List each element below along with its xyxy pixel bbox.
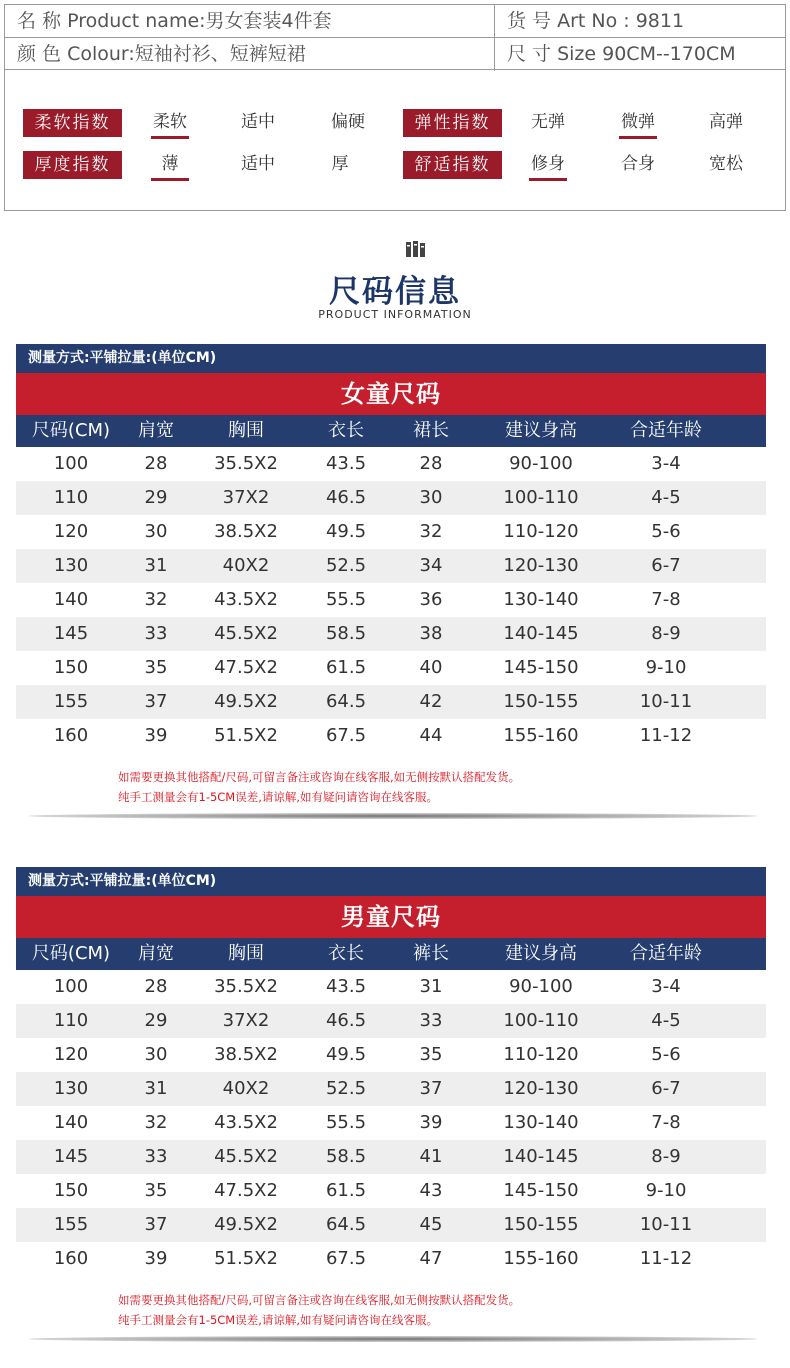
table-cell: 155 xyxy=(53,1214,89,1235)
table-row xyxy=(16,1140,766,1174)
table-cell: 140 xyxy=(53,1112,89,1133)
comfort-option-regular: 合身 xyxy=(621,154,655,174)
product-info-box xyxy=(4,4,786,70)
column-header: 裤长 xyxy=(413,943,449,964)
table-cell: 28 xyxy=(144,976,168,997)
elasticity-option-none: 无弹 xyxy=(531,112,565,132)
table-row xyxy=(16,970,766,1004)
table-cell: 110 xyxy=(53,1010,89,1031)
thickness-option-thin: 薄 xyxy=(145,149,195,181)
table-cell: 49.5X2 xyxy=(214,691,278,712)
table-cell: 8-9 xyxy=(651,1146,681,1167)
table-cell: 58.5 xyxy=(325,1146,367,1167)
thickness-index-label: 厚度指数 xyxy=(23,151,122,179)
table-cell: 51.5X2 xyxy=(214,1248,278,1269)
table-cell: 9-10 xyxy=(645,1180,687,1201)
table-cell: 47 xyxy=(419,1248,443,1269)
table-cell: 31 xyxy=(144,1078,168,1099)
table-cell: 8-9 xyxy=(651,623,681,644)
table-cell: 3-4 xyxy=(651,453,681,474)
table-cell: 33 xyxy=(419,1010,443,1031)
table-row xyxy=(16,1004,766,1038)
table-cell: 37 xyxy=(144,1214,168,1235)
elasticity-index-label: 弹性指数 xyxy=(403,109,502,137)
table-row xyxy=(16,1174,766,1208)
table-cell: 55.5 xyxy=(325,589,367,610)
table-row xyxy=(16,549,766,583)
table-cell: 100 xyxy=(53,976,89,997)
boys-size-table xyxy=(16,867,766,1330)
note-line: 纯手工测量会有1-5CM误差,请谅解,如有疑问请咨询在线客服。 xyxy=(118,790,439,804)
table-cell: 33 xyxy=(144,1146,168,1167)
table-cell: 155-160 xyxy=(503,1248,579,1269)
table-row xyxy=(16,447,766,481)
table-cell: 140 xyxy=(53,589,89,610)
table-cell: 61.5 xyxy=(325,657,367,678)
table-row xyxy=(16,481,766,515)
note-line: 如需要更换其他搭配/尺码,可留言备注或咨询在线客服,如无侧按默认搭配发货。 xyxy=(118,1293,521,1307)
table-row xyxy=(16,515,766,549)
table-cell: 61.5 xyxy=(325,1180,367,1201)
table-cell: 160 xyxy=(53,1248,89,1269)
table-cell: 45.5X2 xyxy=(214,1146,278,1167)
table-row xyxy=(16,1242,766,1276)
table-row xyxy=(16,617,766,651)
table-cell: 49.5X2 xyxy=(214,1214,278,1235)
product-size-range: 尺 寸 Size 90CM--170CM xyxy=(507,43,736,65)
table-cell: 30 xyxy=(419,487,443,508)
table-cell: 29 xyxy=(144,487,168,508)
table-cell: 10-11 xyxy=(639,691,693,712)
table-cell: 100-110 xyxy=(503,1010,579,1031)
page-subtitle: PRODUCT INFORMATION xyxy=(318,308,472,321)
table-cell: 28 xyxy=(419,453,443,474)
table-cell: 32 xyxy=(144,1112,168,1133)
table-cell: 31 xyxy=(144,555,168,576)
table-cell: 90-100 xyxy=(509,453,573,474)
table-cell: 40 xyxy=(419,657,443,678)
comfort-option-loose: 宽松 xyxy=(709,154,743,174)
thickness-option-thick: 厚 xyxy=(331,154,349,174)
table-cell: 36 xyxy=(419,589,443,610)
table-cell: 58.5 xyxy=(325,623,367,644)
table-cell: 35 xyxy=(144,1180,168,1201)
column-header: 合适年龄 xyxy=(630,420,702,441)
table-cell: 150 xyxy=(53,1180,89,1201)
table-cell: 35.5X2 xyxy=(214,453,278,474)
fabric-index-box xyxy=(4,70,786,211)
table-cell: 52.5 xyxy=(325,1078,367,1099)
table-cell: 43 xyxy=(419,1180,443,1201)
column-header: 建议身高 xyxy=(505,943,577,964)
table-cell: 45.5X2 xyxy=(214,623,278,644)
table-cell: 38.5X2 xyxy=(214,1044,278,1065)
softness-option-soft: 柔软 xyxy=(145,107,195,139)
size-notes xyxy=(118,1290,766,1330)
table-cell: 110-120 xyxy=(503,521,579,542)
column-header: 尺码(CM) xyxy=(31,420,111,441)
column-header: 肩宽 xyxy=(138,420,174,441)
table-title: 女童尺码 xyxy=(16,373,766,415)
table-cell: 51.5X2 xyxy=(214,725,278,746)
table-row xyxy=(16,1106,766,1140)
table-cell: 155-160 xyxy=(503,725,579,746)
table-cell: 47.5X2 xyxy=(214,1180,278,1201)
table-body xyxy=(16,970,766,1276)
table-cell: 39 xyxy=(419,1112,443,1133)
table-cell: 120 xyxy=(53,521,89,542)
table-cell: 42 xyxy=(419,691,443,712)
table-cell: 150 xyxy=(53,657,89,678)
table-cell: 160 xyxy=(53,725,89,746)
section-shadow xyxy=(28,813,758,819)
table-cell: 150-155 xyxy=(503,1214,579,1235)
product-name: 名 称 Product name:男女套装4件套 xyxy=(5,5,495,38)
table-cell: 52.5 xyxy=(325,555,367,576)
note-line: 如需要更换其他搭配/尺码,可留言备注或咨询在线客服,如无侧按默认搭配发货。 xyxy=(118,770,521,784)
table-cell: 145 xyxy=(53,623,89,644)
table-cell: 90-100 xyxy=(509,976,573,997)
table-cell: 31 xyxy=(419,976,443,997)
table-cell: 4-5 xyxy=(651,487,681,508)
table-cell: 37 xyxy=(419,1078,443,1099)
table-cell: 44 xyxy=(419,725,443,746)
table-row xyxy=(16,685,766,719)
table-cell: 11-12 xyxy=(639,725,693,746)
table-cell: 100 xyxy=(53,453,89,474)
index-row-2 xyxy=(5,149,785,181)
column-header: 肩宽 xyxy=(138,943,174,964)
table-cell: 145-150 xyxy=(503,1180,579,1201)
table-cell: 43.5X2 xyxy=(214,1112,278,1133)
elasticity-option-slight: 微弹 xyxy=(613,107,663,139)
table-row xyxy=(16,1038,766,1072)
softness-index-label: 柔软指数 xyxy=(23,109,122,137)
table-cell: 120-130 xyxy=(503,1078,579,1099)
table-cell: 6-7 xyxy=(651,555,681,576)
table-cell: 39 xyxy=(144,1248,168,1269)
table-cell: 39 xyxy=(144,725,168,746)
table-cell: 29 xyxy=(144,1010,168,1031)
table-cell: 43.5X2 xyxy=(214,589,278,610)
table-cell: 28 xyxy=(144,453,168,474)
table-cell: 10-11 xyxy=(639,1214,693,1235)
size-notes xyxy=(118,767,766,807)
comfort-index-label: 舒适指数 xyxy=(403,151,502,179)
product-info-row-2 xyxy=(5,38,785,71)
table-row xyxy=(16,651,766,685)
table-cell: 145-150 xyxy=(503,657,579,678)
table-cell: 30 xyxy=(144,521,168,542)
table-cell: 5-6 xyxy=(651,521,681,542)
table-row xyxy=(16,583,766,617)
table-row xyxy=(16,1072,766,1106)
girls-size-table xyxy=(16,344,766,807)
table-cell: 37X2 xyxy=(222,487,270,508)
column-header: 建议身高 xyxy=(505,420,577,441)
table-cell: 130-140 xyxy=(503,589,579,610)
table-cell: 35 xyxy=(144,657,168,678)
table-cell: 43.5 xyxy=(325,976,367,997)
table-cell: 49.5 xyxy=(325,521,367,542)
column-header: 衣长 xyxy=(328,943,364,964)
table-cell: 37 xyxy=(144,691,168,712)
table-cell: 150-155 xyxy=(503,691,579,712)
table-cell: 67.5 xyxy=(325,725,367,746)
table-cell: 130 xyxy=(53,555,89,576)
table-row xyxy=(16,719,766,753)
table-cell: 100-110 xyxy=(503,487,579,508)
note-line: 纯手工测量会有1-5CM误差,请谅解,如有疑问请咨询在线客服。 xyxy=(118,1313,439,1327)
comfort-option-slim: 修身 xyxy=(523,149,573,181)
table-cell: 3-4 xyxy=(651,976,681,997)
column-header: 胸围 xyxy=(228,420,264,441)
table-cell: 32 xyxy=(144,589,168,610)
table-cell: 110 xyxy=(53,487,89,508)
table-cell: 140-145 xyxy=(503,623,579,644)
measurement-method: 测量方式:平铺拉量:(单位CM) xyxy=(16,867,766,896)
table-cell: 45 xyxy=(419,1214,443,1235)
table-cell: 140-145 xyxy=(503,1146,579,1167)
section-shadow xyxy=(28,1336,758,1342)
table-cell: 7-8 xyxy=(651,589,681,610)
table-cell: 37X2 xyxy=(222,1010,270,1031)
column-header: 衣长 xyxy=(328,420,364,441)
measurement-method: 测量方式:平铺拉量:(单位CM) xyxy=(16,344,766,373)
table-cell: 110-120 xyxy=(503,1044,579,1065)
thickness-option-medium: 适中 xyxy=(241,154,275,174)
table-cell: 7-8 xyxy=(651,1112,681,1133)
table-cell: 43.5 xyxy=(325,453,367,474)
table-body xyxy=(16,447,766,753)
column-header: 尺码(CM) xyxy=(31,943,111,964)
table-cell: 35 xyxy=(419,1044,443,1065)
table-cell: 64.5 xyxy=(325,1214,367,1235)
table-cell: 38.5X2 xyxy=(214,521,278,542)
column-header: 裙长 xyxy=(413,420,449,441)
index-row-1 xyxy=(5,107,785,139)
table-cell: 41 xyxy=(419,1146,443,1167)
books-icon xyxy=(405,240,427,258)
table-cell: 64.5 xyxy=(325,691,367,712)
table-cell: 5-6 xyxy=(651,1044,681,1065)
table-cell: 30 xyxy=(144,1044,168,1065)
table-cell: 120 xyxy=(53,1044,89,1065)
table-cell: 40X2 xyxy=(222,555,270,576)
table-cell: 55.5 xyxy=(325,1112,367,1133)
table-cell: 33 xyxy=(144,623,168,644)
table-cell: 49.5 xyxy=(325,1044,367,1065)
table-cell: 40X2 xyxy=(222,1078,270,1099)
table-cell: 67.5 xyxy=(325,1248,367,1269)
table-cell: 9-10 xyxy=(645,657,687,678)
table-cell: 11-12 xyxy=(639,1248,693,1269)
art-number: 货 号 Art No : 9811 xyxy=(507,10,685,32)
table-cell: 130 xyxy=(53,1078,89,1099)
table-cell: 145 xyxy=(53,1146,89,1167)
column-header: 胸围 xyxy=(228,943,264,964)
table-cell: 155 xyxy=(53,691,89,712)
table-title: 男童尺码 xyxy=(16,896,766,938)
table-cell: 6-7 xyxy=(651,1078,681,1099)
softness-option-medium: 适中 xyxy=(241,112,275,132)
table-cell: 47.5X2 xyxy=(214,657,278,678)
table-row xyxy=(16,1208,766,1242)
table-header xyxy=(16,938,766,970)
table-cell: 120-130 xyxy=(503,555,579,576)
table-cell: 34 xyxy=(419,555,443,576)
table-cell: 46.5 xyxy=(325,487,367,508)
product-info-row-1 xyxy=(5,5,785,38)
column-header: 合适年龄 xyxy=(630,943,702,964)
table-cell: 38 xyxy=(419,623,443,644)
elasticity-option-high: 高弹 xyxy=(709,112,743,132)
table-header xyxy=(16,415,766,447)
softness-option-hard: 偏硬 xyxy=(331,112,365,132)
page-title: 尺码信息 xyxy=(329,274,461,310)
table-cell: 4-5 xyxy=(651,1010,681,1031)
table-cell: 130-140 xyxy=(503,1112,579,1133)
product-colour: 颜 色 Colour:短袖衬衫、短裤短裙 xyxy=(5,38,495,71)
table-cell: 32 xyxy=(419,521,443,542)
table-cell: 35.5X2 xyxy=(214,976,278,997)
table-cell: 46.5 xyxy=(325,1010,367,1031)
